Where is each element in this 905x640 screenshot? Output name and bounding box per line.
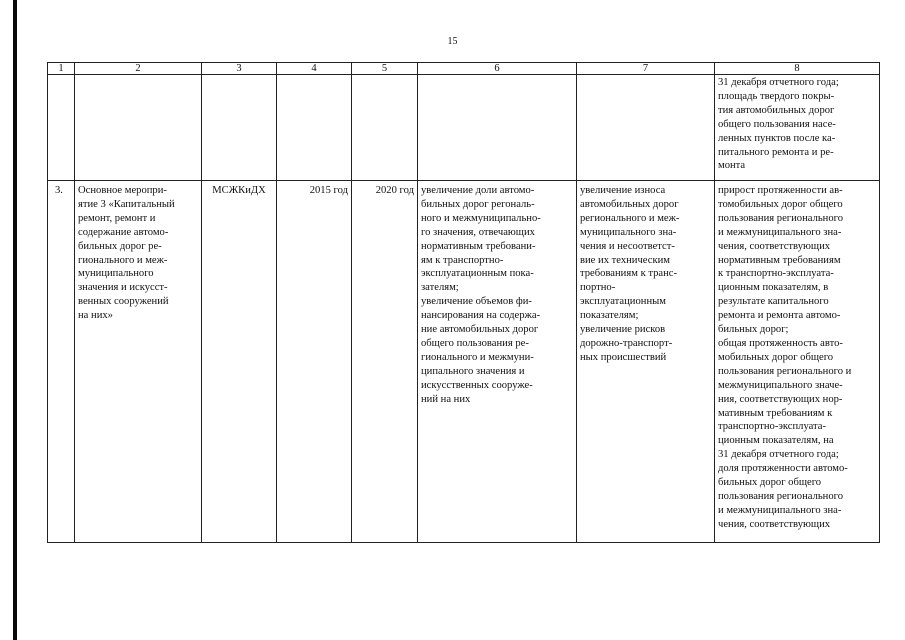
start-year-text: 2015 год [309,185,348,196]
table-row [48,181,880,543]
indicators-text: прирост протяженности ав- томобильных дорог общего пользования регионального и межмуниципального зна- чения, соответствующих нормативным требованиям к транспортно-эксплуата- ционным показателям, в результате капитального ремонта и ремонта автомо- бильных дорог; общая протяженность авто- мобильных дорог общего пользования регионального и межмуниципального значе- ния, соответствующих нор- мативным требованиям к транспортно-эксплуата- ционным показателям, на 31 декабря отчетного года; доля протяженности автомо- бильных дорог общего пользования регионального и межмуниципального зна- чения, соответствующих [718,185,852,530]
header-cell: 2 [75,63,202,75]
page-number: 15 [447,36,458,47]
end-year-cell [352,181,418,543]
start-year-cell [277,181,352,543]
header-row [48,63,880,75]
activity-text: Основное меропри- ятие 3 «Капитальный ремонт, ремонт и содержание автомо- бильных дорог ре- гионального и меж- муниципального значения и искусст- венных сооружений на них» [78,185,175,322]
consequences-cell [577,181,715,543]
header-cell: 1 [48,63,75,75]
empty-cell [352,75,418,181]
row-number: 3. [55,185,63,196]
consequences-text: увеличение износа автомобильных дорог регионального и меж- муниципального зна- чения и несоответст- вие их техническим требованиям к транс- портно- эксплуатационным показателям; увеличение рисков дорожно-транспорт- ных происшествий [580,185,680,363]
scan-edge-bar [13,0,17,640]
empty-cell [277,75,352,181]
header-cell: 5 [352,63,418,75]
header-cell: 6 [418,63,577,75]
empty-cell [202,75,277,181]
indicators-cell [715,181,880,543]
header-cell: 4 [277,63,352,75]
expected-result-cell [418,181,577,543]
header-cell: 8 [715,63,880,75]
header-cell: 7 [577,63,715,75]
program-table [47,62,880,543]
executor-text: МСЖКиДХ [212,185,266,196]
empty-cell [75,75,202,181]
empty-cell [418,75,577,181]
end-year-text: 2020 год [375,185,414,196]
executor-cell [202,181,277,543]
activity-cell [75,181,202,543]
header-cell: 3 [202,63,277,75]
indicators-continuation-cell [715,75,880,181]
row-number-cell [48,181,75,543]
empty-cell [48,75,75,181]
expected-result-text: увеличение доли автомо- бильных дорог регональ- ного и межмуниципально- го значения, отвечающих нормативным требовани- ям к транспортно- эксплуатационным пока- зателям; увеличение объемов фи- нансирования на содержа- ние автомобильных дорог общего пользования ре- гионального и межмуни- ципального значения и искусственных сооруже- ний на них [421,185,541,405]
continuation-row [48,75,880,181]
empty-cell [577,75,715,181]
indicators-continuation-text: 31 декабря отчетного года; площадь твердого покры- тия автомобильных дорог общего пользования насе- ленных пунктов после ка- питального ремонта и ре- монта [718,77,839,172]
